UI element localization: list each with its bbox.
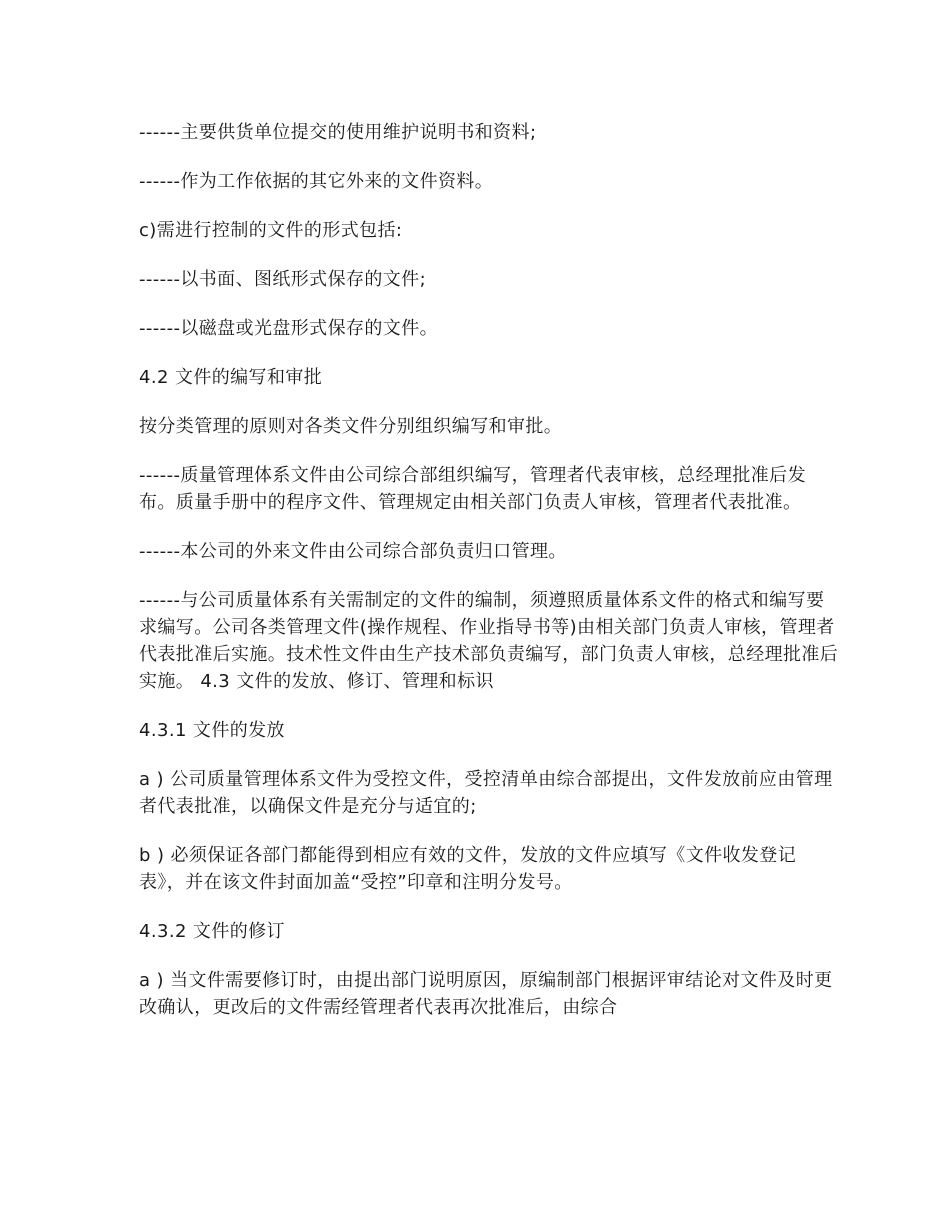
paragraph-distribution-a: a ) 公司质量管理体系文件为受控文件，受控清单由综合部提出，文件发放前应由管理者代表批准，以确保文件是充分与适宜的; (139, 769, 833, 817)
paragraph-revision-a: a ) 当文件需要修订时，由提出部门说明原因，原编制部门根据评审结论对文件及时更改确认，更改后的文件需经管理者代表再次批准后，由综合 (139, 970, 833, 1018)
section-heading-4-3-2: 4.3.2 文件的修订 (139, 921, 285, 942)
section-heading-4-3-1: 4.3.1 文件的发放 (139, 720, 285, 741)
section-heading-4-2: 4.2 文件的编写和审批 (139, 367, 323, 388)
paragraph-supplier-manuals: ------主要供货单位提交的使用维护说明书和资料; (139, 122, 537, 143)
paragraph-classification-principle: 按分类管理的原则对各类文件分别组织编写和审批。 (139, 416, 563, 437)
paragraph-disk-form: ------以磁盘或光盘形式保存的文件。 (139, 318, 438, 339)
paragraph-paper-form: ------以书面、图纸形式保存的文件; (139, 269, 427, 290)
paragraph-controlled-forms: c)需进行控制的文件的形式包括: (139, 220, 403, 241)
paragraph-doc-preparation: ------与公司质量体系有关需制定的文件的编制，须遵照质量体系文件的格式和编写要求编写。公司各类管理文件(操作规程、作业指导书等)由相关部门负责人审核，管理者代表批准后实施。技术性文件由生产技术部负责编写，部门负责人审核，总经理批准后实施。 4.3 文件的发放、修订、管理和标识 (139, 590, 839, 692)
paragraph-external-documents: ------作为工作依据的其它外来的文件资料。 (139, 171, 494, 192)
document-body (139, 119, 839, 1043)
paragraph-quality-system-docs: ------质量管理体系文件由公司综合部组织编写，管理者代表审核，总经理批准后发布。质量手册中的程序文件、管理规定由相关部门负责人审核，管理者代表批准。 (139, 465, 806, 513)
paragraph-external-doc-management: ------本公司的外来文件由公司综合部负责归口管理。 (139, 541, 567, 562)
paragraph-distribution-b: b ) 必须保证各部门都能得到相应有效的文件，发放的文件应填写《文件收发登记表》，并在该文件封面加盖“受控”印章和注明分发号。 (139, 845, 797, 893)
